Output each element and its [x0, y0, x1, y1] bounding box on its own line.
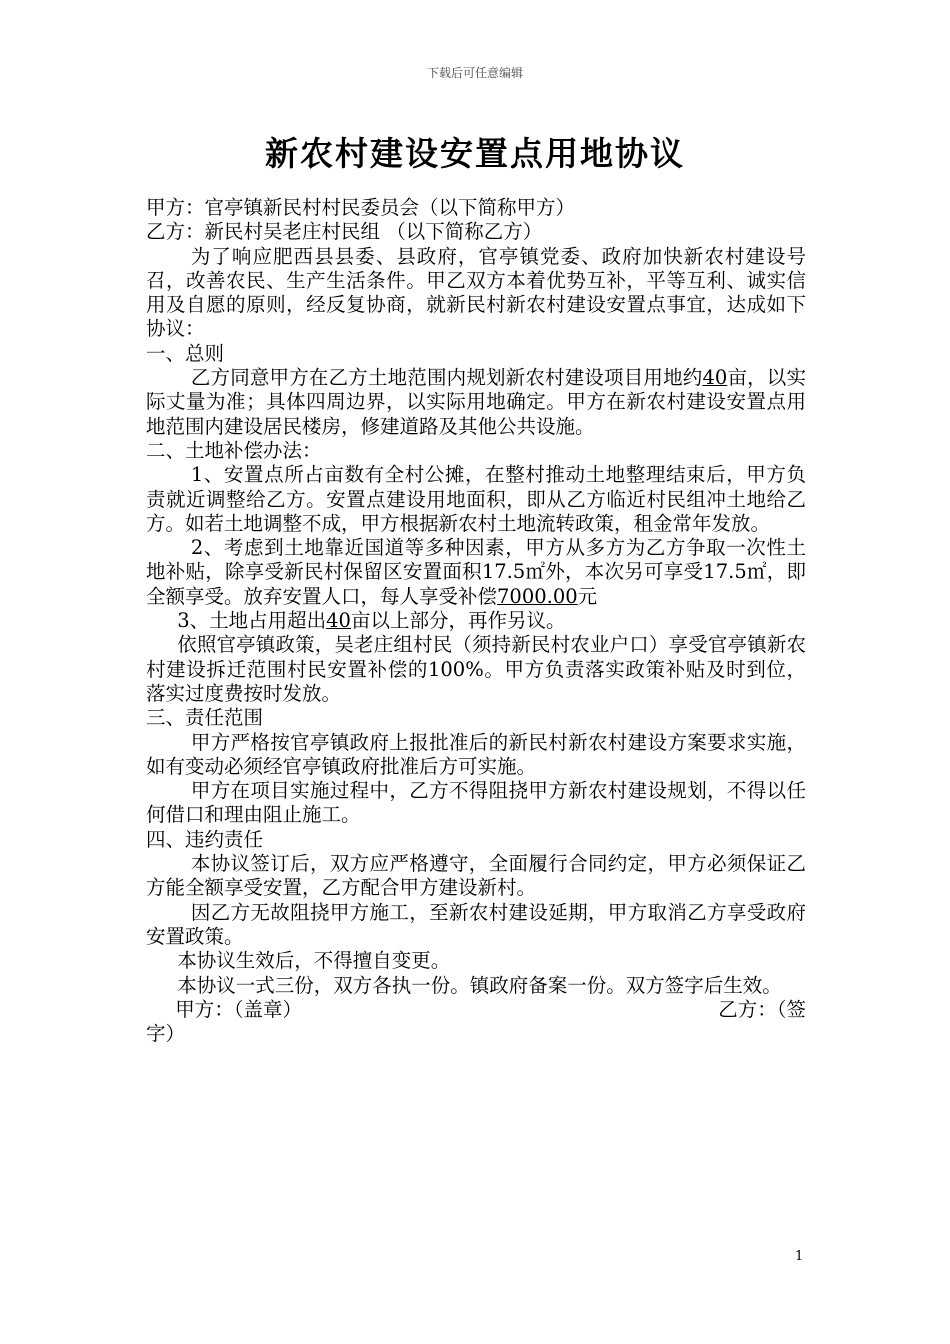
header-note: 下载后可任意编辑: [426, 66, 523, 80]
s2-item3-text-b: 亩以上部分，再作另议。: [350, 609, 566, 633]
section-3-paragraph-1: 甲方严格按官亭镇政府上报批准后的新民村新农村建设方案要求实施，如有变动必须经官亭镇政府批准后方可实施。: [146, 730, 806, 778]
intro-paragraph: 为了响应肥西县县委、县政府，官亭镇党委、政府加快新农村建设号召，改善农民、生产生活条件。甲乙双方本着优势互补，平等互利、诚实信用及自愿的原则，经反复协商，就新民村新农村建设安置点事宜，达成如下协议：: [146, 244, 806, 341]
s2-item2-text-a: 2、考虑到土地靠近国道等多种因素，甲方从多方为乙方争取一次性土地补贴，除享受新民村保留区安置面积17.5㎡外，本次另可享受17.5㎡，即全额享受。放弃安置人口，每人享受补偿: [146, 536, 806, 608]
closing-line-2: 本协议一式三份，双方各执一份。镇政府备案一份。双方签字后生效。: [177, 973, 782, 997]
s2-item2-text-b: 元: [577, 584, 598, 608]
section-2-item-3: [146, 609, 806, 633]
document-title: 新农村建设安置点用地协议: [265, 134, 685, 173]
document-body: [146, 196, 806, 1046]
section-3-heading: 三、责任范围: [146, 706, 264, 730]
page-number: 1: [795, 1249, 804, 1264]
s1-text-a: 乙方同意甲方在乙方土地范围内规划新农村建设项目用地约: [190, 366, 703, 390]
s2-item3-text-a: 3、土地占用超出: [177, 609, 327, 633]
signature-row: [146, 998, 806, 1022]
party-b-signature-continued: 字）: [146, 1022, 186, 1046]
section-2-policy-paragraph: 依照官亭镇政策，吴老庄组村民（须持新民村农业户口）享受官亭镇新农村建设拆迁范围村民安置补偿的100%。甲方负责落实政策补贴及时到位，落实过度费按时发放。: [146, 633, 806, 705]
party-b-line: 乙方：新民村吴老庄村民组 （以下简称乙方）: [146, 220, 543, 244]
compensation-amount: 7000.00: [497, 584, 578, 608]
excess-area-value: 40: [326, 609, 351, 633]
section-2-item-1: 1、安置点所占亩数有全村公摊，在整村推动土地整理结束后，甲方负责就近调整给乙方。安置点建设用地面积，即从乙方临近村民组冲土地给乙方。如若土地调整不成，甲方根据新农村土地流转政策，租金常年发放。: [146, 463, 806, 535]
s1-text-b: 亩，以实际丈量为准；具体四周边界，以实际用地确定。甲方在新农村建设安置点用地范围内建设居民楼房，修建道路及其他公共设施。: [146, 366, 806, 438]
closing-line-1: 本协议生效后，不得擅自变更。: [177, 949, 451, 973]
party-a-line: 甲方：官亭镇新民村村民委员会（以下简称甲方）: [146, 196, 576, 219]
land-area-value: 40: [702, 366, 728, 390]
section-1-paragraph: [146, 366, 806, 439]
section-2-item-2: [146, 536, 806, 609]
party-a-signature: 甲方：（盖章）: [175, 997, 303, 1021]
party-b-signature: 乙方：（签: [718, 997, 806, 1021]
section-4-paragraph-1: 本协议签订后，双方应严格遵守，全面履行合同约定，甲方必须保证乙方能全额享受安置，乙方配合甲方建设新村。: [146, 852, 806, 900]
section-4-heading: 四、违约责任: [146, 827, 264, 851]
section-1-heading: 一、总则: [146, 341, 225, 365]
section-2-heading: 二、土地补偿办法：: [146, 438, 322, 462]
section-4-paragraph-2: 因乙方无故阻挠甲方施工，至新农村建设延期，甲方取消乙方享受政府安置政策。: [146, 900, 806, 948]
section-3-paragraph-2: 甲方在项目实施过程中，乙方不得阻挠甲方新农村建设规划，不得以任何借口和理由阻止施工。: [146, 779, 806, 827]
